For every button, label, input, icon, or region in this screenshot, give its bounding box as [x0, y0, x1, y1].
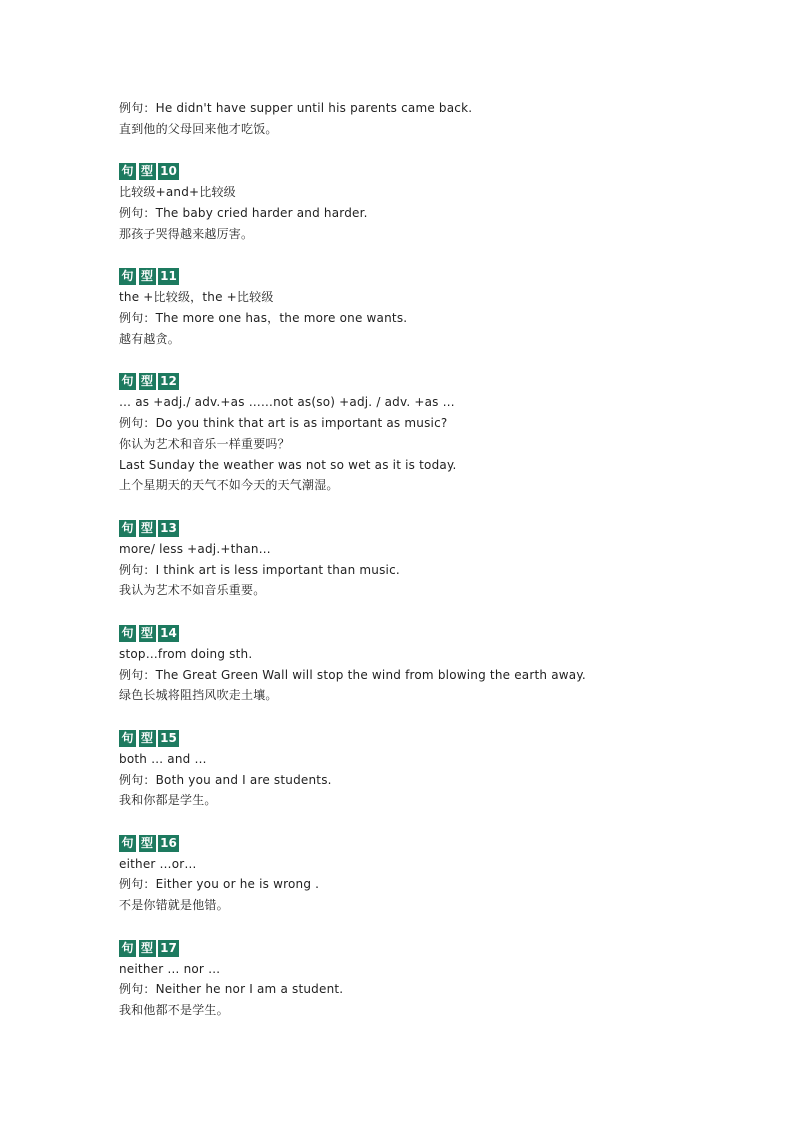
badge-number: 16: [158, 835, 179, 852]
example-sentence: 例句：Do you think that art is as important as music?: [119, 415, 448, 430]
sentence-pattern-17: [119, 937, 759, 1021]
example-sentence: 例句：The more one has，the more one wants.: [119, 310, 408, 325]
example-sentence: 例句：Either you or he is wrong .: [119, 877, 320, 892]
sentence-pattern-10: [119, 160, 759, 244]
example-translation: 绿色长城将阻挡风吹走土壤。: [119, 688, 278, 703]
example-translation: 不是你错就是他错。: [119, 898, 229, 913]
badge-char-xing: 型: [139, 268, 157, 285]
badge-number: 10: [158, 163, 179, 180]
example-sentence-2: Last Sunday the weather was not so wet as it is today.: [119, 457, 457, 472]
pattern-badge: [119, 940, 179, 957]
badge-char-ju: 句: [119, 520, 137, 537]
pattern-formula: the +比较级，the +比较级: [119, 290, 274, 305]
pattern-badge: [119, 625, 179, 642]
badge-number: 12: [158, 373, 179, 390]
pattern-formula: … as +adj./ adv.+as ……not as(so) +adj. / adv. +as …: [119, 395, 455, 410]
badge-char-ju: 句: [119, 163, 137, 180]
badge-char-ju: 句: [119, 268, 137, 285]
badge-char-xing: 型: [139, 163, 157, 180]
sentence-pattern-16: [119, 832, 759, 916]
pattern-formula: both … and …: [119, 751, 207, 766]
badge-char-xing: 型: [139, 373, 157, 390]
example-translation: 那孩子哭得越来越厉害。: [119, 226, 254, 241]
example-sentence: 例句：I think art is less important than music.: [119, 562, 400, 577]
pattern-formula: neither … nor …: [119, 961, 221, 976]
pattern-formula: either …or…: [119, 856, 197, 871]
badge-number: 15: [158, 730, 179, 747]
example-sentence: 例句：The baby cried harder and harder.: [119, 205, 368, 220]
example-sentence: 例句：Neither he nor I am a student.: [119, 982, 344, 997]
sentence-pattern-11: [119, 265, 759, 349]
pattern-badge: [119, 520, 179, 537]
document-body: [119, 98, 759, 1021]
badge-char-ju: 句: [119, 835, 137, 852]
badge-char-ju: 句: [119, 625, 137, 642]
example-translation-2: 上个星期天的天气不如今天的天气潮湿。: [119, 478, 339, 493]
example-translation: 你认为艺术和音乐一样重要吗？: [119, 436, 290, 451]
example-sentence: 例句：Both you and I are students.: [119, 772, 332, 787]
example-translation: 直到他的父母回来他才吃饭。: [119, 121, 278, 136]
pattern-badge: [119, 268, 179, 285]
badge-number: 14: [158, 625, 179, 642]
sentence-pattern-13: [119, 517, 759, 601]
pattern-formula: stop…from doing sth.: [119, 646, 253, 661]
badge-char-xing: 型: [139, 520, 157, 537]
badge-number: 11: [158, 268, 179, 285]
badge-char-ju: 句: [119, 730, 137, 747]
badge-char-xing: 型: [139, 730, 157, 747]
pattern-badge: [119, 163, 179, 180]
example-translation: 我认为艺术不如音乐重要。: [119, 583, 266, 598]
badge-number: 13: [158, 520, 179, 537]
example-sentence: 例句：He didn't have supper until his parents came back.: [119, 101, 473, 115]
pattern-badge: [119, 373, 179, 390]
pattern-formula: more/ less +adj.+than…: [119, 541, 271, 556]
example-sentence: 例句：The Great Green Wall will stop the wind from blowing the earth away.: [119, 667, 586, 682]
pattern-badge: [119, 730, 179, 747]
badge-char-xing: 型: [139, 625, 157, 642]
badge-char-xing: 型: [139, 940, 157, 957]
pattern-formula: 比较级+and+比较级: [119, 185, 236, 200]
example-translation: 越有越贪。: [119, 331, 181, 346]
pattern-badge: [119, 835, 179, 852]
badge-number: 17: [158, 940, 179, 957]
sentence-pattern-12: [119, 370, 759, 496]
badge-char-ju: 句: [119, 940, 137, 957]
sentence-pattern-14: [119, 622, 759, 706]
sentence-pattern-15: [119, 727, 759, 811]
badge-char-xing: 型: [139, 835, 157, 852]
badge-char-ju: 句: [119, 373, 137, 390]
example-translation: 我和你都是学生。: [119, 793, 217, 808]
example-translation: 我和他都不是学生。: [119, 1003, 229, 1018]
